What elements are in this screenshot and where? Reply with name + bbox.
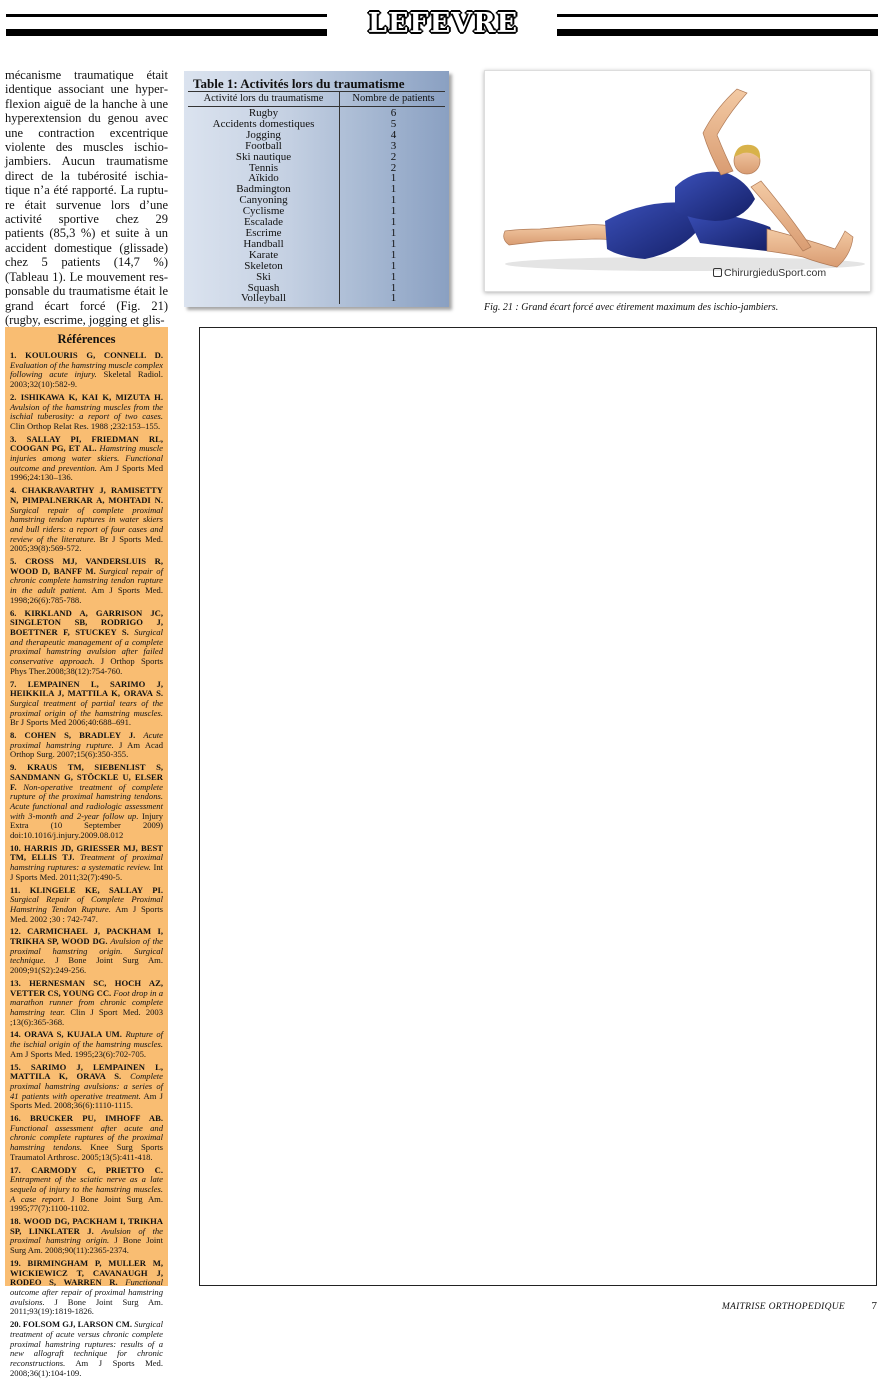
reference-authors: 1. KOULOURIS G, CONNELL D.: [10, 350, 163, 360]
reference-authors: 7. LEMPAINEN L, SARIMO J, HEIKKILA J, MATTILA K, ORAVA S.: [10, 678, 163, 699]
references-heading: Références: [57, 332, 116, 346]
table-row-count: 1: [390, 292, 397, 305]
reference-title: Entrapment of the sciatic nerve as a late sequela of injury to the hamstring muscles. A case report.: [10, 1174, 163, 1204]
table-row-activity: Escrime: [245, 226, 282, 239]
reference-authors: 3. SALLAY PI, FRIEDMAN RL, COOGAN PG, ET AL.: [10, 433, 163, 454]
reference-item: [10, 886, 163, 925]
table-top-rule: [188, 91, 445, 92]
reference-item: [10, 486, 163, 554]
body-paragraph: mécanisme traumatique était identique associant une hyperflexion aiguë de la hanche à une hyperextension du genou avec une contraction excentrique violente des muscles ischiojambiers. Aucun traumatisme direct de la tubérosité ischiatique n’a été rapporté. La rupture était survenue lors d’une activité sportive chez 29 patients (85,3 %) et suite à un accident domestique (glissade) chez 5 patients (14,7 %) (Tableau 1). Le mouvement responsable du traumatisme était le grand écart forcé (Fig. 21) (rugby, escrime, jogging et glis-: [5, 68, 168, 327]
reference-authors: 11. KLINGELE KE, SALLAY PI.: [10, 884, 163, 895]
reference-source: Br J Sports Med. 2005;39(8):569-572.: [10, 533, 163, 554]
reference-authors: 15. SARIMO J, LEMPAINEN L, MATTILA K, ORAVA S.: [10, 1061, 163, 1082]
table-row-count: 2: [390, 161, 397, 174]
reference-title: Functional outcome after repair of proximal hamstring avulsions.: [10, 1277, 163, 1307]
watermark-logo-icon: [713, 268, 722, 277]
table-row-activity: Handball: [243, 237, 284, 250]
figure-watermark: [713, 267, 826, 279]
reference-title: Surgical treatment of partial tears of the proximal origin of the hamstring muscles.: [10, 697, 163, 718]
table-row-count: 1: [390, 194, 397, 207]
table-row-count: 1: [390, 183, 397, 196]
header-rule-right: [557, 14, 878, 38]
table-row-activity: Karate: [248, 248, 279, 261]
reference-source: Knee Surg Sports Traumatol Arthrosc. 2005;13(5):411-418.: [10, 1142, 163, 1162]
table-row-activity: Escalade: [243, 216, 284, 229]
reference-title: Avulsion of the proximal hamstring origin. Surgical technique.: [10, 936, 163, 966]
reference-source: Skeletal Radiol. 2003;32(10):582-9.: [10, 369, 163, 390]
reference-title: Acute proximal hamstring rupture.: [10, 730, 163, 750]
reference-authors: 2. ISHIKAWA K, KAI K, MIZUTA H.: [10, 391, 163, 402]
figure-caption: Fig. 21 : Grand écart forcé avec étirement maximum des ischio-jambiers.: [484, 302, 779, 313]
reference-item: [10, 1114, 163, 1163]
table-row-activity: Tennis: [248, 161, 279, 174]
table-row-count: 1: [390, 248, 397, 261]
activities-table: [184, 71, 449, 307]
table-row-activity: Aïkido: [248, 172, 279, 185]
table-row-activity: Volleyball: [240, 292, 286, 305]
reference-title: Functional assessment after acute and chronic complete ruptures of the proximal hamstring tendons.: [10, 1122, 163, 1153]
reference-item: [10, 1063, 163, 1112]
reference-source: Clin J Sport Med. 2003 ;13(6):365-368.: [10, 1007, 164, 1027]
table-row-count: 1: [390, 237, 397, 250]
reference-source: Br J Sports Med 2006;40:688–691.: [10, 717, 132, 728]
table-row-activity: Squash: [247, 281, 280, 294]
reference-authors: 8. COHEN S, BRADLEY J.: [10, 730, 136, 741]
reference-authors: 13. HERNESMAN SC, HOCH AZ, VETTER CS, YOUNG CC.: [10, 977, 163, 998]
reference-title: Surgical and therapeutic management of a complete proximal hamstring avulsion after failed conservative approach.: [10, 626, 163, 667]
reference-authors: 16. BRUCKER PU, IMHOFF AB.: [10, 1113, 163, 1124]
table-row-count: 1: [390, 216, 397, 229]
reference-authors: 10. HARRIS JD, GRIESSER MJ, BEST TM, ELLIS TJ.: [10, 842, 163, 863]
page-number: 7: [871, 1300, 877, 1312]
reference-item: [10, 763, 163, 841]
table-row-activity: Football: [245, 139, 282, 152]
figure-21-image: [484, 70, 871, 292]
table-row-count: 5: [390, 117, 397, 130]
reference-source: J Bone Joint Surg Am. 2009;91(S2):249-256.: [10, 955, 163, 976]
reference-item: [10, 1166, 163, 1215]
reference-title: Non-operative treatment of complete rupture of the proximal hamstring tendons. Acute functional and radiologic assessment with 3-month and 2-year follow up.: [10, 781, 163, 821]
table-row-activity: Rugby: [248, 107, 279, 119]
table-row-activity: Jogging: [246, 128, 281, 141]
table-row-count: 4: [390, 128, 397, 141]
reference-title: Hamstring muscle injuries among water skiers. Functional outcome and prevention.: [10, 443, 163, 473]
reference-title: Surgical repair of chronic complete hamstring tendon rupture in the adult patient.: [10, 565, 163, 596]
journal-footer: MAITRISE ORTHOPEDIQUE: [721, 1302, 845, 1312]
reference-source: J Bone Joint Surg Am. 2008;90(11):2365-2374.: [10, 1235, 163, 1256]
table-header-rule: [188, 106, 445, 107]
reference-title: Complete proximal hamstring avulsions: a series of 41 patients with operative treatment.: [10, 1071, 163, 1101]
reference-title: Avulsion of the proximal hamstring origin.: [10, 1225, 163, 1246]
table-row-count: 2: [390, 150, 397, 163]
header-rule-left: [6, 14, 327, 38]
table-row-count: 1: [390, 259, 397, 272]
reference-authors: 9. KRAUS TM, SIEBENLIST S, SANDMANN G, STÖCKLE U, ELSER F.: [10, 762, 163, 792]
table-header-activity: Activité lors du traumatisme: [203, 93, 324, 104]
table-row-count: 1: [390, 205, 397, 218]
reference-source: Am J Sports Med. 1998;26(6):785-788.: [10, 585, 163, 605]
blank-content-frame: [199, 327, 877, 1286]
table-row-activity: Ski: [256, 270, 271, 283]
reference-title: Surgical treatment of acute versus chronic complete proximal hamstring ruptures: results of a new allograft technique for chronic reconstructions.: [10, 1319, 163, 1368]
reference-item: [10, 351, 163, 390]
reference-authors: 6. KIRKLAND A, GARRISON JC, SINGLETON SB, RODRIGO J, BOETTNER F, STUCKEY S.: [10, 607, 163, 637]
references-box: [5, 327, 168, 1378]
table-activity-column: [188, 108, 339, 304]
page-header-title: LEFEVRE: [367, 8, 519, 39]
table-row-count: 1: [390, 226, 397, 239]
reference-item: [10, 844, 163, 883]
reference-title: Treatment of proximal hamstring ruptures: a systematic review.: [10, 852, 163, 873]
table-row-count: 1: [390, 172, 397, 185]
reference-item: [10, 609, 163, 677]
reference-authors: 14. ORAVA S, KUJALA UM.: [10, 1029, 122, 1040]
reference-source: Am J Sports Med. 1995;23(6):702-705.: [10, 1048, 147, 1059]
reference-source: Am J Sports Med 1996;24:130–136.: [10, 462, 163, 483]
reference-title: Surgical repair of complete proximal hamstring tendon ruptures in water skiers and bull riders: a report of four cases and review of the literature.: [10, 504, 163, 544]
reference-title: Evaluation of the hamstring muscle complex following acute injury.: [10, 359, 163, 380]
reference-item: [10, 979, 163, 1028]
reference-source: J Am Acad Orthop Surg. 2007;15(6):350-355.: [10, 739, 163, 760]
reference-source: J Bone Joint Surg Am. 1995;77(7):1100-1102.: [10, 1193, 163, 1214]
reference-title: Foot drop in a marathon runner from chronic complete hamstring tear.: [10, 987, 163, 1017]
table-row-activity: Accidents domestiques: [212, 117, 315, 130]
reference-authors: 20. FOLSOM GJ, LARSON CM.: [10, 1319, 133, 1330]
reference-item: [10, 731, 163, 760]
reference-item: [10, 680, 163, 729]
reference-item: [10, 1030, 163, 1059]
reference-authors: 12. CARMICHAEL J, PACKHAM I, TRIKHA SP, WOOD DG.: [10, 926, 163, 947]
split-stretch-illustration: [485, 71, 872, 293]
table-row-activity: Badmington: [236, 183, 291, 196]
table-row-count: 1: [390, 270, 397, 283]
reference-item: [10, 1259, 163, 1317]
reference-item: [10, 927, 163, 976]
reference-authors: 5. CROSS MJ, VANDERSLUIS R, WOOD D, BANFF M.: [10, 556, 163, 576]
table-title: Table 1: Activités lors du traumatisme: [193, 76, 405, 91]
reference-item: [10, 393, 163, 432]
reference-authors: 19. BIRMINGHAM P, MULLER M, WICKIEWICZ T, CAVANAUGH J, RODEO S, WARREN R.: [10, 1257, 163, 1288]
reference-authors: 18. WOOD DG, PACKHAM I, TRIKHA SP, LINKLATER J.: [10, 1216, 163, 1236]
table-row-activity: Canyoning: [239, 194, 288, 207]
reference-item: [10, 435, 163, 484]
reference-item: [10, 1320, 163, 1378]
table-row-count: 6: [390, 107, 397, 119]
reference-source: J Bone Joint Surg Am. 2011;93(19):1819-1826.: [10, 1296, 163, 1317]
reference-authors: 4. CHAKRAVARTHY J, RAMISETTY N, PIMPALNERKAR A, MOHTADI N.: [10, 485, 163, 505]
reference-title: Surgical Repair of Complete Proximal Hamstring Tendon Rupture.: [10, 894, 163, 914]
reference-title: Avulsion of the hamstring muscles from the ischial tuberosity: a report of two cases.: [10, 401, 163, 422]
reference-source: J Orthop Sports Phys Ther.2008;38(12):754-760.: [10, 656, 163, 676]
table-count-column: [340, 108, 447, 304]
reference-source: Am J Sports Med. 2008;36(6):1110-1115.: [10, 1090, 163, 1111]
table-row-activity: Cyclisme: [242, 205, 285, 218]
table-header-count: Nombre de patients: [352, 93, 435, 104]
reference-source: Am J Sports Med. 2008;36(1):104-109.: [10, 1357, 163, 1378]
table-row-count: 1: [390, 281, 397, 294]
reference-title: Rupture of the ischial origin of the hamstring muscles.: [10, 1029, 164, 1050]
reference-authors: 17. CARMODY C, PRIETTO C.: [10, 1164, 163, 1175]
watermark-text: ChirurgieduSport.com: [724, 267, 827, 279]
reference-source: Injury Extra (10 September 2009) doi:10.1016/j.injury.2009.08.012: [10, 810, 163, 841]
body-text-column: [5, 68, 168, 327]
table-row-activity: Skeleton: [244, 259, 283, 272]
table-row-activity: Ski nautique: [235, 150, 292, 163]
table-row-count: 3: [390, 139, 397, 152]
reference-item: [10, 1217, 163, 1256]
reference-source: Am J Sports Med. 2002 ;30 : 742-747.: [10, 903, 163, 924]
reference-source: Int J Sports Med. 2011;32(7):490-5.: [10, 862, 163, 882]
reference-item: [10, 557, 163, 606]
references-list: [10, 351, 163, 1378]
reference-source: Clin Orthop Relat Res. 1988 ;232:153–155.: [10, 420, 161, 431]
